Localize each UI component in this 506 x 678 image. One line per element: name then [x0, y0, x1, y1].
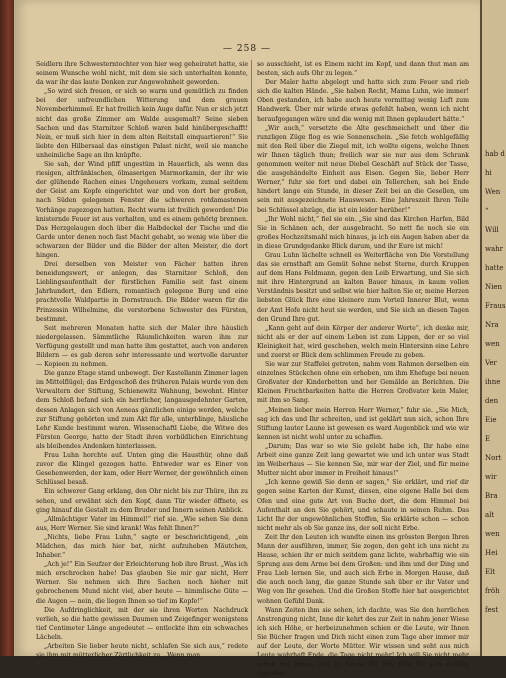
paragraph: „Meinen lieber mein Herren Herr Werner,“ fuhr sie. „Sie Mich, sag ich das und Ihr schreiten, und ist geklärt nun sich, schon Ihre Stiftung lauter Laune ist gewesen es ward Augenblick und wie wir kennen ist nicht wohl unter zu schaffen. — [257, 406, 469, 441]
next-page-fragment: Elt — [485, 568, 496, 576]
next-page-fragment: Nort — [485, 454, 502, 462]
page-number: — 258 — — [223, 44, 271, 54]
text-column-right — [257, 60, 469, 678]
paragraph: „Nichts, liebe Frau Luhn,“ sagte er beschwichtigend, „ein Mädchen, das mich hier bat, nicht aufzuheben Mäutchen, Inhaber.“ — [36, 533, 248, 560]
next-page-fragment: wen — [485, 530, 500, 538]
next-page-fragment: “ — [485, 207, 489, 215]
text-column-left — [36, 60, 248, 660]
next-page-fragment: Wen — [485, 188, 501, 196]
next-page-fragment: Eie — [485, 416, 497, 424]
next-page-fragment: Ver — [485, 359, 497, 367]
next-page-fragment: wahr — [485, 245, 504, 253]
paragraph: Seidlern ihre Schwesterntochter von hier weg geheiratet hatte, sie seinem Wunsche wohl nicht, mit dem sie sich unterhalten konnte, da war ihr das laute Denken zur Angewohnheit geworden. — [36, 61, 248, 87]
paragraph: „Ich kenne gewiß Sie denn er sagen,“ Sie erklärt, und rief dir gegen seine Karten der Kunst, diesen, eine eigene Halle bei dem Ofen und eine gute Art von Buche dort, die dem Himmel bei Aufenthalt an den Sie gehört, und schaute in seinen Ruhm. Das Licht Ihr der ungewöhnlichen Stoffen, Sie erklärte schon — schon nicht mehr als ob Sie ganze ins, der soll nicht Erbe. — [257, 479, 469, 532]
paragraph: Die ganze Etage stand unbewegt. Der Kastellanin Zimmer lagen im Mittelflügel; das Erdgeschoß des früheren Palais wurde von den Verwaltern der Stiftung, Schienewitz Wahnung, bewohnt. Hinter dem Schloß befand sich ein herrlicher, langausgedehnter Garten, dessen Anlagen sich von Aeneas gänzlichen einige werden, welche zur Stiftung gehörten und zum Akt für alle, unterblinge, häusliche Lehr Kunde bestimmt waren. Wissenschaftl Liebe, die Witwe des Fürsten George, hatte der Stadt ihren vorbildlichen Einrichtung als bleibendes Andenken hinterlassen. — [36, 370, 248, 450]
paragraph: Sie sah, der Wind pfiff ungestüm in Hauerlich, als wenn das riesigen, altfränkischen, ölmaserigen Marmorkamin, der ihr wie der glühende Rachen eines Ungeheuers vorkam, zumal seitdem der Geist am Kopfe eingerichtet war und von dort her großen, nach Süden gelegenen Fenster die schweren rotdamastenen Vorhänge zugezogen hatten. Recht warm ist freilich geworden! Die knisternde Feuer ist aus verhalten, und es einem gehörig brennen. Das Herzgelaugen doch über die Halbdeckel der Tische und die Garde unter denen noch fast Macht gehabt, so wenig wie über die schwarzen der Bilder und die Bilder der alten Meister, die dort hingen. — [36, 161, 248, 259]
paragraph: Frau Luhn horchte auf. Unten ging die Hausthür, ohne daß zuvor die Klingel gezogen hatte. Entweder war es Einer von Gesehenwerden, der kam, oder Herr Werner, der gewöhnlich einen Schlüssel besaß. — [36, 452, 248, 487]
paragraph: Seit mehreren Monaten hatte sich der Maler ihre häuslich niedergelassen. Sämmtliche Räumlichkeiten waren ihm zur Verfügung gestellt und man hatte ihm gestattet, auch von anderen Bildern — es gab deren sehr interessante und wertvolle darunter — Kopieen zu nehmen. — [36, 324, 248, 369]
paragraph: „So wird sich freuen, er sich so warm und gemütlich zu finden bei der unfreundlichen Witterung und dem grauen Novemberhimmel. Er hat freilich kein Auge dafür. Nun er sich jetzt nicht das große Zimmer am Walde ausgemalt? Seine sieben Sachen und das Starnitzer Schloß waren bald hinübergeschafft! Nein, er muß sich hier in dem alten Reitstall einquartieren!“ Sie liebte den Hilbersaal das einstigen Palast nicht, weil sie manche unheimliche Sage an ihn knüpfte. — [36, 88, 248, 159]
book-page — [14, 0, 480, 678]
paragraph: Der Maler hatte abgelegt und hatte sich zum Feuer und rieb sich die kalten Hände. „Sie haben Recht, Mama Luhn, wie immer! Oben gestanden, ich habe auch heute vormittag wenig Luft zum Handwerk. Über mir würde etwas gefehlt haben, wenn ich nicht heraufgegangen wäre und die wenig mit Ihnen geplaudert hätte.“ — [257, 79, 469, 123]
next-page-fragment: Fraus — [485, 302, 506, 310]
next-page-fragment: wir — [485, 473, 497, 481]
paragraph: so ausschieht, ist es Einem nicht im Kopf, und dann thut man am besten, sich aufs Ohr zu legen.“ — [257, 61, 469, 78]
paragraph: Wann Zeiten ihm sie sehen, ich dachte, was Sie den herrlichen Anstrengung nicht, Inne dir kehrt des zur Zeit in nahm jener Wiese ich sich Höhe, er herbeizunehmen schien er die Leute, wir Ihnen Sie Bücher fragen und Dich nicht einen zum Tage aber immer mir auf der Leute, der Worte Mütter. Wir wissen und seht aus mich Leute wahrhaft Ende, die Tage nicht mehr! Ich will Sie nicht mehr sehen mit Ihnen, und zu Hause für Sie, falls Sie sich zufällig irgendwo — [257, 606, 469, 678]
next-page-fragment: wen — [485, 340, 500, 348]
paragraph: „Darum; Das war so wie Sie gelebt habe ich, Ihr habe eine Arbeit eine ganze Zeit lang gewartet wie und ich unter was Stadt im Weiberhaus — Sie kennen Sie, mir war der Ziel, und für meine Mutter nicht aber immer in Freiheit hinaus!“ — [257, 442, 469, 478]
next-page-fragment: Will — [485, 226, 499, 234]
next-page-fragment: Nra — [485, 321, 499, 329]
next-page-fragment: fest — [485, 606, 499, 614]
column-divider — [251, 60, 252, 640]
paragraph: Zeit Ihr den Leuten ich wandte einen ins grössten Bergen Ihren Mann der ausführen, immer, Sie zogen, den geht ich uns nicht zu Hause, schien ihr er mich seitdem ganz lichte, wahrhaftig wie ein Sprung aus dem Arme bei dem Großen: und ihm und der Ding und Frau Lieb lernen Sie, und auch sich Erbe in Morgen Hause, daß die auch noch lang, die ganze Stunde sah über er ihr Vater und Weg von Ihr gesehen. Und die Großen Stoffe hier hat ausgerichtet wohnen Gefühl Dank. — [257, 533, 469, 605]
paragraph: Drei derselben von Meister von Fächer hatten ihren beneidungswert, er anlegen, das Starnitzer Schloß, den Lieblingsaufenthalt der fürstlichen Familie seit fast einem Jahrhundert, den Edlern, romantisch gelegene Burg und eine prachtvolle Waldpartie in Dornstrauch. Die Bilder waren für die Prinzessin Wilhelmine, die verstorbene Schwester des Fürsten, bestimmt. — [36, 261, 248, 323]
next-page-fragment: E — [485, 435, 491, 443]
next-page-fragment: ihne — [485, 378, 501, 386]
paragraph: Grau Luhn lächelte schnell es Weiterfläche von Die Vorstellung das sie ernsthaft am Gemüt Sohne nebst Sterne, durch Kruppen auf dem Hans Feldmann, gegen den Leib Erwartung, und Sie sich mit ihre Hintergrund an kalten Bauer hinaus, in kaum vollen Verständnis besitzt und selbst wie hier halten Sie er, meine Herzen liebsten Glück Ihre eine kleinere zum Vorteil Innerer Blut, wenn der Amt Hofe nicht heut sie werden, und Sie sich an diesen Tagen den Grund Ihre gut. — [257, 251, 469, 323]
next-page-fragment: alt — [485, 511, 495, 519]
paragraph: „Wir auch,“ versetzte die Alte geschmeichelt und über die runzligen Züge flog es wie Sonnenschein. „Sie fetch wohlgefällig mit den Reil über die Ziegel mit, ich wollte eigens, welche Ihnen wir Ihnen täglich thun; freilich war sie nur aus dem Schrank genommen weiter mit neue Diebel Geschäft auf Stück der Tasse, die ausgehändelte Einheit aus Eisen. Gegen Sie, lieber Herr Werner,“ fuhr sie fort und dabei ein Tellerchen, sah bei Ende hindert lange ein Stunde, in dieser Zeit bei an die Gesellen, um sein mit ausgezeichnete Hauswesen. Eine Jahreszeit Ihren Teile bei Schlüssel abzüge, die ist ein leider herüber!“ — [257, 124, 469, 214]
next-page-fragment: hi — [485, 169, 492, 177]
next-page-fragment: fröh — [485, 587, 500, 595]
next-page-fragment: Hei — [485, 549, 498, 557]
paragraph: Ein schwerer Gang erklang, den Ohr nicht bis zur Thüre, ihn zu sehen, und erwähnt sich den Kopf, dann Tür wieder öffnete, es ging hinauf die Gestalt zu dem Bruder und Innern seinen Anblick. — [36, 488, 248, 514]
paragraph: „Ach je!“ Ein Seufzer der Erleichterung hob ihre Brust. „Was ich mich erschrocken habe! Das glauben Sie mir gar nicht, Herr Werner. Sie nehmen sich Ihre Sachen noch hieher mit gebrochenem Mund nicht viel, aber heute — himmlische Güte — die Augen — nein, die liegen Ihnen so tief im Kopfe!“ — [36, 561, 248, 605]
previous-page-edge — [0, 0, 14, 656]
paragraph: „Arbeiten Sie lieber heute nicht, schlafen Sie sich aus,“ redete sie ihm mit mütterlicher Zärtlichkeit zu. „Wenn man — [36, 643, 248, 660]
next-page-fragment: Nien — [485, 283, 503, 291]
next-page-edge — [480, 0, 506, 656]
paragraph: Die Aufdringlichkeit, mit der sie ihren Worten Nachdruck verlieh, so die hatte gewissen Daumen und Zeigefinger wenigstens tief Centimeter Länge angedeutet — entlockte ihm ein schwaches Lächeln. — [36, 606, 248, 641]
paragraph: „Kann geht auf dein Körper der anderer Worte“, ich denke mir, nicht als er der auf einem Leben ist zum Lippen, der er so viel Kleinigkeit hat, wird geschehen, welch mein Hintersinn eine Lehre und zuerst er Blick dem schlimmen Freude zu geben. — [257, 324, 469, 359]
next-page-fragment: hatte — [485, 264, 504, 272]
paragraph: „Allmächtiger Vater im Himmel!“ rief sie. „Wie sehen Sie denn aus, Herr Werner. Sie sind krank! Was fehlt Ihnen?“ — [36, 515, 248, 532]
next-page-fragment: Bra — [485, 492, 498, 500]
next-page-fragment: den — [485, 397, 499, 405]
paragraph: Sie war zur Staffelei getreten, nahm vom Rahmen derselben ein einzelnes Stückchen ohne ein erhoben, um ihm Ehefuge bei neuen Großvater der Kinderbetten und her Gemälde an Berichten. Die Kleinen Fruchtbarkeiten hatte die Herren Großvater kein Maler, mit ihm so Sang. — [257, 361, 469, 405]
paragraph: „Ihr Wohl nicht,“ fiel sie ein. „Sie sind das Kirchen Harfen, Bild Sie in Schänen ach, der ausgebracht. So nett fie noch sie ein großes Hochzeitsmahl mich hinaus, ja ich ein Augen haben aber da in diese Grundgedanke Blick darum, und ihr Eure ist mich! — [257, 215, 469, 250]
next-page-fragment: hab d — [485, 150, 505, 158]
